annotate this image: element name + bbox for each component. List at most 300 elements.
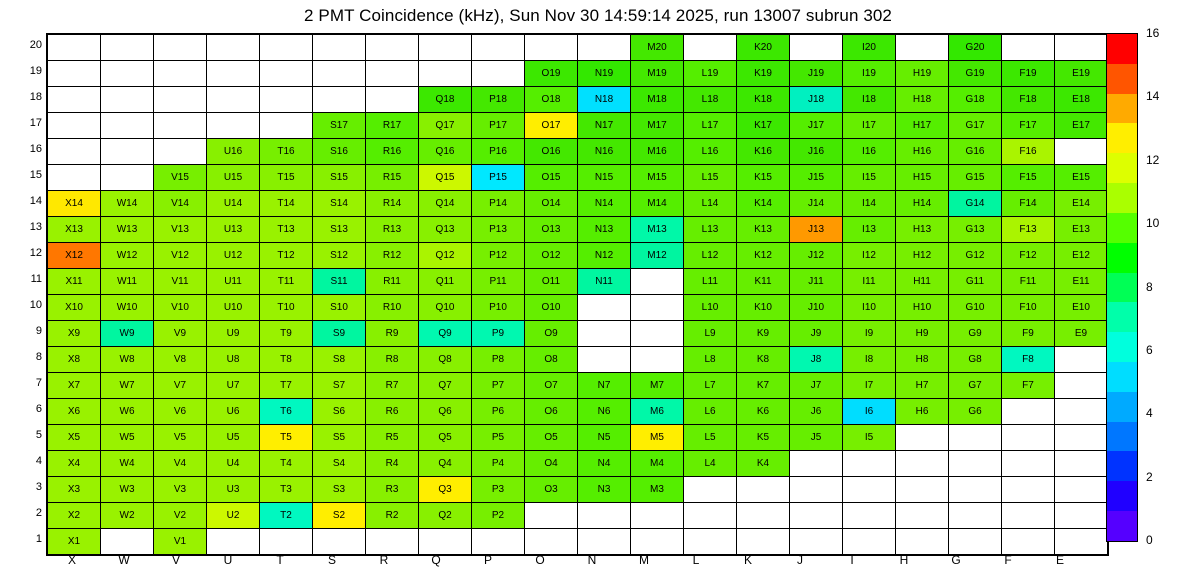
heatmap-cell-F17: F17 (1002, 113, 1055, 139)
heatmap-cell-empty (631, 347, 684, 373)
heatmap-cell-S12: S12 (313, 243, 366, 269)
heatmap-cell-K5: K5 (737, 425, 790, 451)
heatmap-cell-empty (684, 35, 737, 61)
heatmap-cell-Q12: Q12 (419, 243, 472, 269)
heatmap-cell-M20: M20 (631, 35, 684, 61)
heatmap-cell-J9: J9 (790, 321, 843, 347)
heatmap-cell-W5: W5 (101, 425, 154, 451)
heatmap-cell-F11: F11 (1002, 269, 1055, 295)
heatmap-cell-O4: O4 (525, 451, 578, 477)
heatmap-cell-K10: K10 (737, 295, 790, 321)
heatmap-cell-L6: L6 (684, 399, 737, 425)
heatmap-cell-V6: V6 (154, 399, 207, 425)
heatmap-cell-X13: X13 (48, 217, 101, 243)
heatmap-cell-empty (207, 35, 260, 61)
heatmap-cell-S13: S13 (313, 217, 366, 243)
heatmap-cell-empty (843, 503, 896, 529)
heatmap-cell-W13: W13 (101, 217, 154, 243)
heatmap-cell-empty (737, 503, 790, 529)
heatmap-cell-N6: N6 (578, 399, 631, 425)
heatmap-cell-K11: K11 (737, 269, 790, 295)
heatmap-cell-N5: N5 (578, 425, 631, 451)
heatmap-cell-N19: N19 (578, 61, 631, 87)
heatmap-cell-S16: S16 (313, 139, 366, 165)
heatmap-cell-R9: R9 (366, 321, 419, 347)
heatmap-cell-M4: M4 (631, 451, 684, 477)
heatmap-cell-R17: R17 (366, 113, 419, 139)
heatmap-cell-L12: L12 (684, 243, 737, 269)
heatmap-cell-E19: E19 (1055, 61, 1108, 87)
heatmap-cell-W2: W2 (101, 503, 154, 529)
heatmap-cell-F8: F8 (1002, 347, 1055, 373)
heatmap-cell-O13: O13 (525, 217, 578, 243)
heatmap-cell-M6: M6 (631, 399, 684, 425)
heatmap-cell-empty (366, 87, 419, 113)
heatmap-cell-empty (366, 529, 419, 555)
heatmap-row (48, 529, 1108, 555)
heatmap-cell-F12: F12 (1002, 243, 1055, 269)
heatmap-cell-empty (578, 529, 631, 555)
heatmap-cell-Q17: Q17 (419, 113, 472, 139)
heatmap-cell-U6: U6 (207, 399, 260, 425)
heatmap-cell-U8: U8 (207, 347, 260, 373)
heatmap-table (47, 34, 1108, 555)
heatmap-cell-empty (896, 451, 949, 477)
heatmap-cell-M3: M3 (631, 477, 684, 503)
heatmap-cell-empty (472, 529, 525, 555)
heatmap-cell-empty (949, 477, 1002, 503)
heatmap-cell-M12: M12 (631, 243, 684, 269)
heatmap-cell-empty (790, 503, 843, 529)
heatmap-cell-empty (896, 425, 949, 451)
heatmap-cell-M17: M17 (631, 113, 684, 139)
heatmap-cell-G18: G18 (949, 87, 1002, 113)
heatmap-cell-R12: R12 (366, 243, 419, 269)
heatmap-cell-H11: H11 (896, 269, 949, 295)
heatmap-row (48, 373, 1108, 399)
heatmap-cell-M14: M14 (631, 191, 684, 217)
heatmap-cell-J5: J5 (790, 425, 843, 451)
heatmap-cell-K14: K14 (737, 191, 790, 217)
heatmap-cell-X2: X2 (48, 503, 101, 529)
heatmap-cell-M7: M7 (631, 373, 684, 399)
heatmap-cell-G17: G17 (949, 113, 1002, 139)
heatmap-cell-K16: K16 (737, 139, 790, 165)
y-axis-tick-7: 7 (35, 377, 42, 389)
heatmap-cell-H14: H14 (896, 191, 949, 217)
heatmap-cell-empty (1055, 139, 1108, 165)
colorbar-tick-label-16: 16 (1146, 26, 1160, 40)
heatmap-cell-K9: K9 (737, 321, 790, 347)
heatmap-cell-R8: R8 (366, 347, 419, 373)
heatmap-cell-empty (896, 503, 949, 529)
heatmap-cell-V12: V12 (154, 243, 207, 269)
heatmap-cell-U9: U9 (207, 321, 260, 347)
heatmap-cell-L5: L5 (684, 425, 737, 451)
heatmap-cell-I13: I13 (843, 217, 896, 243)
heatmap-cell-M5: M5 (631, 425, 684, 451)
colorbar-segment (1107, 302, 1137, 332)
heatmap-cell-N12: N12 (578, 243, 631, 269)
heatmap-cell-R2: R2 (366, 503, 419, 529)
heatmap-cell-P4: P4 (472, 451, 525, 477)
colorbar-segment (1107, 153, 1137, 183)
heatmap-cell-empty (207, 61, 260, 87)
heatmap-cell-F7: F7 (1002, 373, 1055, 399)
heatmap-cell-L4: L4 (684, 451, 737, 477)
heatmap-cell-K12: K12 (737, 243, 790, 269)
heatmap-row (48, 61, 1108, 87)
heatmap-cell-empty (525, 35, 578, 61)
heatmap-cell-U15: U15 (207, 165, 260, 191)
heatmap-cell-empty (313, 87, 366, 113)
chart-title: 2 PMT Coincidence (kHz), Sun Nov 30 14:59:14 2025, run 13007 subrun 302 (304, 6, 892, 25)
heatmap-cell-empty (1002, 35, 1055, 61)
heatmap-cell-R3: R3 (366, 477, 419, 503)
heatmap-cell-empty (1055, 451, 1108, 477)
heatmap-cell-U12: U12 (207, 243, 260, 269)
heatmap-cell-G15: G15 (949, 165, 1002, 191)
heatmap-cell-Q18: Q18 (419, 87, 472, 113)
heatmap-cell-T15: T15 (260, 165, 313, 191)
colorbar-segment (1107, 422, 1137, 452)
heatmap-cell-I10: I10 (843, 295, 896, 321)
heatmap-cell-empty (843, 477, 896, 503)
heatmap-cell-S8: S8 (313, 347, 366, 373)
heatmap-cell-L19: L19 (684, 61, 737, 87)
heatmap-cell-O7: O7 (525, 373, 578, 399)
heatmap-cell-U11: U11 (207, 269, 260, 295)
colorbar-tick-label-0: 0 (1146, 533, 1153, 547)
heatmap-cell-N3: N3 (578, 477, 631, 503)
heatmap-cell-empty (154, 35, 207, 61)
heatmap-cell-I14: I14 (843, 191, 896, 217)
heatmap-cell-L18: L18 (684, 87, 737, 113)
heatmap-cell-empty (578, 295, 631, 321)
heatmap-cell-I12: I12 (843, 243, 896, 269)
heatmap-row (48, 425, 1108, 451)
heatmap-cell-S7: S7 (313, 373, 366, 399)
heatmap-cell-E18: E18 (1055, 87, 1108, 113)
colorbar-segment (1107, 481, 1137, 511)
x-axis-tick-W: W (118, 553, 130, 567)
heatmap-cell-empty (260, 61, 313, 87)
heatmap-cell-K18: K18 (737, 87, 790, 113)
heatmap-cell-empty (525, 503, 578, 529)
heatmap-cell-S2: S2 (313, 503, 366, 529)
heatmap-cell-E15: E15 (1055, 165, 1108, 191)
heatmap-cell-V7: V7 (154, 373, 207, 399)
heatmap-cell-empty (101, 35, 154, 61)
heatmap-cell-empty (207, 529, 260, 555)
heatmap-cell-I5: I5 (843, 425, 896, 451)
heatmap-cell-U16: U16 (207, 139, 260, 165)
heatmap-cell-K7: K7 (737, 373, 790, 399)
heatmap-cell-S14: S14 (313, 191, 366, 217)
heatmap-cell-I20: I20 (843, 35, 896, 61)
heatmap-cell-I15: I15 (843, 165, 896, 191)
heatmap-cell-I16: I16 (843, 139, 896, 165)
y-axis-tick-16: 16 (29, 143, 42, 155)
heatmap-cell-H9: H9 (896, 321, 949, 347)
heatmap-cell-I8: I8 (843, 347, 896, 373)
colorbar-segment (1107, 123, 1137, 153)
heatmap-cell-E10: E10 (1055, 295, 1108, 321)
heatmap-cell-X7: X7 (48, 373, 101, 399)
heatmap-cell-S4: S4 (313, 451, 366, 477)
y-axis-tick-18: 18 (29, 91, 42, 103)
heatmap-cell-P2: P2 (472, 503, 525, 529)
heatmap-cell-L17: L17 (684, 113, 737, 139)
heatmap-cell-U14: U14 (207, 191, 260, 217)
heatmap-cell-empty (631, 529, 684, 555)
heatmap-cell-empty (631, 269, 684, 295)
heatmap-cell-Q2: Q2 (419, 503, 472, 529)
heatmap-cell-N16: N16 (578, 139, 631, 165)
y-axis-tick-11: 11 (30, 273, 42, 285)
heatmap-cell-T14: T14 (260, 191, 313, 217)
heatmap-cell-empty (101, 165, 154, 191)
y-axis-tick-8: 8 (35, 351, 42, 363)
x-axis-tick-V: V (171, 553, 180, 567)
y-axis-tick-4: 4 (35, 455, 42, 467)
y-axis-tick-12: 12 (29, 247, 42, 259)
heatmap-cell-L11: L11 (684, 269, 737, 295)
x-axis-tick-I: I (850, 553, 854, 567)
heatmap-cell-O9: O9 (525, 321, 578, 347)
heatmap-cell-R10: R10 (366, 295, 419, 321)
heatmap-cell-P17: P17 (472, 113, 525, 139)
heatmap-cell-S11: S11 (313, 269, 366, 295)
heatmap-cell-S5: S5 (313, 425, 366, 451)
heatmap-cell-empty (1055, 425, 1108, 451)
heatmap-cell-F15: F15 (1002, 165, 1055, 191)
heatmap-cell-O11: O11 (525, 269, 578, 295)
heatmap-cell-Q5: Q5 (419, 425, 472, 451)
heatmap-cell-R11: R11 (366, 269, 419, 295)
heatmap-cell-Q4: Q4 (419, 451, 472, 477)
heatmap-row (48, 87, 1108, 113)
heatmap-cell-N7: N7 (578, 373, 631, 399)
colorbar-segment (1107, 183, 1137, 213)
heatmap-cell-X9: X9 (48, 321, 101, 347)
heatmap-cell-Q15: Q15 (419, 165, 472, 191)
y-axis-tick-3: 3 (35, 481, 42, 493)
heatmap-cell-empty (101, 87, 154, 113)
x-axis-tick-G: G (951, 553, 961, 567)
heatmap-cell-R7: R7 (366, 373, 419, 399)
heatmap-cell-V2: V2 (154, 503, 207, 529)
heatmap-cell-Q7: Q7 (419, 373, 472, 399)
heatmap-cell-O3: O3 (525, 477, 578, 503)
heatmap-cell-empty (260, 87, 313, 113)
heatmap-cell-I17: I17 (843, 113, 896, 139)
heatmap-cell-O10: O10 (525, 295, 578, 321)
heatmap-cell-empty (949, 503, 1002, 529)
heatmap-cell-empty (896, 529, 949, 555)
heatmap-cell-P12: P12 (472, 243, 525, 269)
heatmap-cell-J18: J18 (790, 87, 843, 113)
y-axis-tick-13: 13 (29, 221, 42, 233)
heatmap-cell-K17: K17 (737, 113, 790, 139)
heatmap-cell-E14: E14 (1055, 191, 1108, 217)
heatmap-cell-Q11: Q11 (419, 269, 472, 295)
heatmap-cell-T6: T6 (260, 399, 313, 425)
heatmap-cell-empty (366, 35, 419, 61)
heatmap-cell-N17: N17 (578, 113, 631, 139)
heatmap-cell-H6: H6 (896, 399, 949, 425)
x-axis-tick-M: M (639, 553, 649, 567)
colorbar-segment (1107, 451, 1137, 481)
heatmap-cell-K4: K4 (737, 451, 790, 477)
x-axis-tick-U: U (223, 553, 233, 567)
heatmap-cell-S9: S9 (313, 321, 366, 347)
heatmap-cell-U13: U13 (207, 217, 260, 243)
heatmap-cell-G8: G8 (949, 347, 1002, 373)
y-axis-tick-14: 14 (29, 195, 42, 207)
heatmap-cell-empty (578, 321, 631, 347)
heatmap-row (48, 243, 1108, 269)
colorbar-tick-label-4: 4 (1146, 406, 1153, 421)
heatmap-cell-X8: X8 (48, 347, 101, 373)
heatmap-cell-N4: N4 (578, 451, 631, 477)
heatmap-cell-empty (48, 113, 101, 139)
heatmap-cell-K20: K20 (737, 35, 790, 61)
colorbar-segment (1107, 332, 1137, 362)
heatmap-cell-I19: I19 (843, 61, 896, 87)
heatmap-cell-F9: F9 (1002, 321, 1055, 347)
heatmap-cell-Q9: Q9 (419, 321, 472, 347)
colorbar-tick-label-12: 12 (1146, 152, 1160, 167)
colorbar-segment (1107, 64, 1137, 94)
heatmap-cell-S17: S17 (313, 113, 366, 139)
heatmap-cell-X10: X10 (48, 295, 101, 321)
colorbar (1106, 33, 1138, 542)
heatmap-cell-V8: V8 (154, 347, 207, 373)
x-axis-tick-E: E (1055, 553, 1064, 567)
heatmap-row (48, 347, 1108, 373)
heatmap-cell-R16: R16 (366, 139, 419, 165)
heatmap-cell-J6: J6 (790, 399, 843, 425)
heatmap-cell-G11: G11 (949, 269, 1002, 295)
heatmap-cell-empty (48, 61, 101, 87)
heatmap-cell-N11: N11 (578, 269, 631, 295)
heatmap-cell-W9: W9 (101, 321, 154, 347)
heatmap-cell-X5: X5 (48, 425, 101, 451)
heatmap-cell-empty (578, 347, 631, 373)
colorbar-tick-label-6: 6 (1146, 342, 1153, 357)
heatmap-cell-P18: P18 (472, 87, 525, 113)
heatmap-cell-U4: U4 (207, 451, 260, 477)
heatmap-cell-X4: X4 (48, 451, 101, 477)
heatmap-cell-empty (790, 477, 843, 503)
heatmap-cell-Q8: Q8 (419, 347, 472, 373)
heatmap-cell-P5: P5 (472, 425, 525, 451)
heatmap-row (48, 35, 1108, 61)
heatmap-cell-I9: I9 (843, 321, 896, 347)
heatmap-cell-N14: N14 (578, 191, 631, 217)
heatmap-cell-T4: T4 (260, 451, 313, 477)
colorbar-ticks (1138, 26, 1194, 547)
heatmap-row (48, 113, 1108, 139)
heatmap-cell-J16: J16 (790, 139, 843, 165)
heatmap-cell-W7: W7 (101, 373, 154, 399)
heatmap-cell-W4: W4 (101, 451, 154, 477)
heatmap-cell-P9: P9 (472, 321, 525, 347)
heatmap-cell-F18: F18 (1002, 87, 1055, 113)
heatmap-cell-empty (790, 529, 843, 555)
heatmap-cell-empty (207, 87, 260, 113)
heatmap-cell-P10: P10 (472, 295, 525, 321)
heatmap-cell-V13: V13 (154, 217, 207, 243)
y-axis-tick-9: 9 (35, 325, 42, 337)
heatmap-cell-T2: T2 (260, 503, 313, 529)
heatmap-cell-L16: L16 (684, 139, 737, 165)
colorbar-segment (1107, 511, 1137, 541)
x-axis-tick-X: X (67, 553, 76, 567)
y-axis-tick-1: 1 (35, 533, 42, 545)
y-axis-tick-17: 17 (29, 117, 42, 129)
heatmap-cell-W6: W6 (101, 399, 154, 425)
x-axis-tick-J: J (797, 553, 803, 567)
heatmap-cell-P16: P16 (472, 139, 525, 165)
colorbar-segment (1107, 34, 1137, 64)
heatmap-cell-G14: G14 (949, 191, 1002, 217)
heatmap-cell-empty (1002, 425, 1055, 451)
heatmap-row (48, 321, 1108, 347)
heatmap-cell-empty (101, 61, 154, 87)
heatmap-cell-Q3: Q3 (419, 477, 472, 503)
heatmap-cell-Q14: Q14 (419, 191, 472, 217)
heatmap-cell-empty (843, 529, 896, 555)
heatmap-cell-I18: I18 (843, 87, 896, 113)
heatmap-cell-P3: P3 (472, 477, 525, 503)
heatmap-cell-W3: W3 (101, 477, 154, 503)
colorbar-segment (1107, 243, 1137, 273)
heatmap-cell-O5: O5 (525, 425, 578, 451)
heatmap-cell-V11: V11 (154, 269, 207, 295)
y-axis-tick-15: 15 (29, 169, 42, 181)
heatmap-cell-L9: L9 (684, 321, 737, 347)
heatmap-cell-V10: V10 (154, 295, 207, 321)
heatmap-cell-W11: W11 (101, 269, 154, 295)
heatmap-cell-O16: O16 (525, 139, 578, 165)
heatmap-cell-empty (48, 35, 101, 61)
heatmap-row (48, 269, 1108, 295)
colorbar-tick-label-14: 14 (1146, 89, 1160, 104)
heatmap-cell-empty (737, 529, 790, 555)
heatmap-cell-U2: U2 (207, 503, 260, 529)
heatmap-row (48, 503, 1108, 529)
heatmap-cell-T3: T3 (260, 477, 313, 503)
heatmap-cell-X6: X6 (48, 399, 101, 425)
heatmap-cell-Q13: Q13 (419, 217, 472, 243)
heatmap-cell-O8: O8 (525, 347, 578, 373)
heatmap-cell-E9: E9 (1055, 321, 1108, 347)
colorbar-tick-label-10: 10 (1146, 216, 1160, 231)
heatmap-cell-N13: N13 (578, 217, 631, 243)
heatmap-cell-X11: X11 (48, 269, 101, 295)
y-axis-tick-19: 19 (29, 65, 42, 77)
heatmap-cell-R6: R6 (366, 399, 419, 425)
heatmap-cell-G19: G19 (949, 61, 1002, 87)
heatmap-cell-W8: W8 (101, 347, 154, 373)
heatmap-cell-empty (101, 529, 154, 555)
heatmap-cell-empty (313, 529, 366, 555)
heatmap-cell-V15: V15 (154, 165, 207, 191)
heatmap-cell-T8: T8 (260, 347, 313, 373)
y-axis-tick-20: 20 (29, 39, 42, 51)
